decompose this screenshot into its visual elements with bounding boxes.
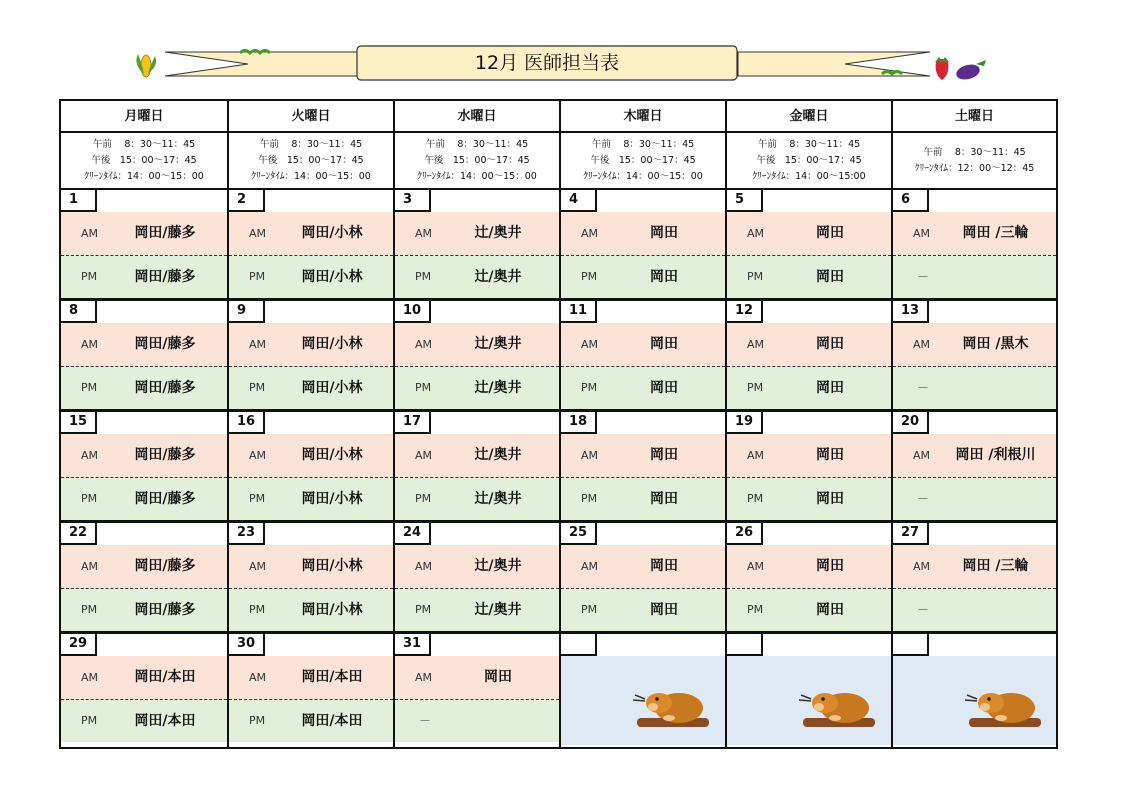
pm-label: PM	[581, 603, 598, 616]
hours-info	[395, 133, 559, 190]
pm-slot	[61, 700, 227, 742]
am-slot	[893, 323, 1056, 367]
am-doctors: 岡田/藤多	[134, 225, 196, 241]
am-slot	[61, 656, 227, 700]
date-number: 31	[395, 634, 431, 656]
pm-doctors: 岡田	[816, 380, 844, 396]
hours-line: 午後 15：00〜17：45	[756, 155, 862, 166]
hours-info	[893, 133, 1056, 190]
empty-cell	[727, 656, 891, 745]
pm-label: PM	[415, 270, 432, 283]
am-slot	[893, 434, 1056, 478]
am-doctors: 岡田	[650, 447, 678, 463]
hours-info	[727, 133, 891, 190]
pm-doctors: 辻/奥井	[474, 602, 522, 618]
am-label: AM	[415, 671, 433, 684]
strawberry-icon	[935, 57, 949, 80]
am-slot	[893, 212, 1056, 256]
hours-line: 午後 15：00〜17：45	[91, 155, 197, 166]
pm-slot	[61, 589, 227, 631]
am-doctors: 岡田/藤多	[134, 447, 196, 463]
pm-slot	[727, 367, 891, 409]
am-label: AM	[913, 338, 931, 351]
pm-label: PM	[581, 381, 598, 394]
day-cell	[561, 634, 725, 745]
am-slot	[61, 323, 227, 367]
day-cell	[727, 634, 891, 745]
hours-line: 午前 8：30〜11：45	[425, 139, 529, 150]
am-slot	[61, 212, 227, 256]
date-number: 30	[229, 634, 265, 656]
pm-doctors: 岡田/小林	[301, 491, 363, 507]
am-label: AM	[81, 227, 99, 240]
am-label: AM	[913, 449, 931, 462]
pm-slot	[727, 589, 891, 631]
hours-line: ｸﾘｰﾝﾀｲﾑ：14：00〜15：00	[417, 171, 537, 182]
day-cell	[893, 634, 1056, 745]
pm-label: PM	[81, 270, 98, 283]
hours-info	[229, 133, 393, 190]
am-slot	[395, 656, 559, 700]
date-number: 11	[561, 301, 597, 323]
day-cell	[893, 412, 1056, 523]
am-doctors: 岡田	[650, 225, 678, 241]
day-cell	[229, 634, 393, 745]
am-label: AM	[581, 449, 599, 462]
pm-doctors: 辻/奥井	[474, 491, 522, 507]
date-number: 10	[395, 301, 431, 323]
am-doctors: 岡田/藤多	[134, 558, 196, 574]
am-doctors: 岡田/本田	[301, 669, 363, 685]
day-cell	[561, 523, 725, 634]
pm-doctors: 岡田/藤多	[134, 380, 196, 396]
pm-doctors: 岡田/藤多	[134, 269, 196, 285]
pm-label: PM	[415, 492, 432, 505]
am-doctors: 岡田/小林	[301, 336, 363, 352]
pm-slot	[395, 256, 559, 298]
empty-cell	[561, 656, 725, 745]
date-number: 25	[561, 523, 597, 545]
day-cell	[61, 634, 227, 745]
pm-label: PM	[81, 381, 98, 394]
schedule-table	[59, 99, 1058, 749]
am-slot	[395, 434, 559, 478]
pm-doctors: 岡田/本田	[134, 713, 196, 729]
am-label: AM	[913, 227, 931, 240]
pm-label: PM	[747, 492, 764, 505]
am-slot	[727, 545, 891, 589]
pm-slot	[561, 478, 725, 520]
date-number: 15	[61, 412, 97, 434]
am-label: AM	[581, 338, 599, 351]
pm-slot	[561, 589, 725, 631]
day-header: 金曜日	[727, 101, 891, 133]
day-cell	[229, 523, 393, 634]
pm-slot	[727, 478, 891, 520]
pm-doctors: 辻/奥井	[474, 380, 522, 396]
pm-slot	[893, 589, 1056, 631]
pm-doctors: 岡田/藤多	[134, 602, 196, 618]
day-cell	[395, 412, 559, 523]
am-label: AM	[581, 227, 599, 240]
pm-slot	[893, 367, 1056, 409]
day-header: 火曜日	[229, 101, 393, 133]
am-slot	[727, 212, 891, 256]
day-cell	[229, 301, 393, 412]
hours-line: ｸﾘｰﾝﾀｲﾑ：12：00〜12：45	[914, 163, 1035, 174]
pm-label: PM	[747, 381, 764, 394]
pm-doctors: 岡田	[650, 491, 678, 507]
date-number: 9	[229, 301, 265, 323]
pm-slot	[229, 700, 393, 742]
pm-label: PM	[249, 603, 266, 616]
am-label: AM	[81, 560, 99, 573]
day-cell	[561, 190, 725, 301]
date-number: 27	[893, 523, 929, 545]
pm-doctors: 岡田	[650, 269, 678, 285]
am-doctors: 辻/奥井	[474, 447, 522, 463]
mole-illustration	[961, 682, 1045, 734]
day-header: 月曜日	[61, 101, 227, 133]
hours-line: 午前 8：30〜11：45	[923, 147, 1026, 158]
date-number: 12	[727, 301, 763, 323]
am-slot	[229, 545, 393, 589]
hours-line: ｸﾘｰﾝﾀｲﾑ：14：00〜15：00	[583, 171, 703, 182]
am-slot	[561, 323, 725, 367]
am-doctors: 岡田/藤多	[134, 336, 196, 352]
am-doctors: 岡田 /利根川	[955, 447, 1036, 463]
am-label: AM	[249, 671, 267, 684]
pm-label: PM	[81, 603, 98, 616]
pm-doctors: 岡田/小林	[301, 602, 363, 618]
pm-doctors: 岡田	[816, 269, 844, 285]
day-cell	[395, 301, 559, 412]
day-cell	[893, 190, 1056, 301]
pm-slot	[229, 478, 393, 520]
pm-slot	[561, 367, 725, 409]
day-cell	[561, 301, 725, 412]
no-clinic-mark: －	[917, 492, 930, 506]
date-number: 4	[561, 190, 597, 212]
date-number: 17	[395, 412, 431, 434]
pm-label: PM	[415, 381, 432, 394]
hours-line: 午前 8：30〜11：45	[591, 139, 695, 150]
pm-doctors: 岡田/藤多	[134, 491, 196, 507]
am-doctors: 岡田	[484, 669, 512, 685]
am-slot	[61, 545, 227, 589]
date-number: 3	[395, 190, 431, 212]
am-slot	[395, 212, 559, 256]
day-header: 土曜日	[893, 101, 1056, 133]
pm-slot	[229, 589, 393, 631]
am-label: AM	[249, 338, 267, 351]
date-number: 1	[61, 190, 97, 212]
am-doctors: 岡田	[650, 558, 678, 574]
am-label: AM	[913, 560, 931, 573]
am-label: AM	[747, 560, 765, 573]
hours-info	[61, 133, 227, 190]
am-doctors: 岡田 /三輪	[962, 558, 1029, 574]
pm-slot	[61, 256, 227, 298]
mole-illustration	[795, 682, 879, 734]
am-doctors: 岡田	[816, 558, 844, 574]
am-label: AM	[747, 338, 765, 351]
am-slot	[727, 323, 891, 367]
pm-label: PM	[81, 492, 98, 505]
am-doctors: 岡田	[650, 336, 678, 352]
date-number	[561, 634, 597, 656]
day-cell	[395, 523, 559, 634]
date-number	[727, 634, 763, 656]
am-label: AM	[249, 449, 267, 462]
empty-cell	[893, 656, 1056, 745]
am-doctors: 岡田 /黒木	[962, 336, 1029, 352]
day-header: 水曜日	[395, 101, 559, 133]
day-column	[61, 101, 227, 747]
pm-label: PM	[747, 603, 764, 616]
pm-slot	[61, 478, 227, 520]
am-slot	[229, 323, 393, 367]
am-doctors: 辻/奥井	[474, 558, 522, 574]
am-slot	[61, 434, 227, 478]
day-column	[725, 101, 891, 747]
hours-line: 午後 15：00〜17：45	[258, 155, 364, 166]
am-label: AM	[249, 227, 267, 240]
day-cell	[727, 412, 891, 523]
mole-illustration	[629, 682, 713, 734]
pm-doctors: 岡田	[650, 380, 678, 396]
pm-label: PM	[249, 270, 266, 283]
page-title: 12月 医師担当表	[474, 52, 620, 74]
pm-doctors: 岡田	[816, 491, 844, 507]
hours-line: ｸﾘｰﾝﾀｲﾑ：14：00〜15：00	[84, 171, 204, 182]
no-clinic-mark: －	[917, 270, 930, 284]
pm-slot	[61, 367, 227, 409]
pm-slot	[561, 256, 725, 298]
am-slot	[395, 323, 559, 367]
date-number: 6	[893, 190, 929, 212]
day-cell	[229, 412, 393, 523]
am-label: AM	[81, 449, 99, 462]
date-number: 16	[229, 412, 265, 434]
am-doctors: 辻/奥井	[474, 336, 522, 352]
pm-doctors: 岡田	[816, 602, 844, 618]
date-number: 13	[893, 301, 929, 323]
hours-line: ｸﾘｰﾝﾀｲﾑ：14：00〜15:00	[752, 171, 866, 182]
day-cell	[893, 301, 1056, 412]
hours-line: 午前 8：30〜11：45	[757, 139, 861, 150]
pm-slot	[395, 589, 559, 631]
am-doctors: 岡田	[816, 447, 844, 463]
no-clinic-mark: －	[917, 381, 930, 395]
date-number: 5	[727, 190, 763, 212]
am-doctors: 岡田/小林	[301, 447, 363, 463]
day-cell	[229, 190, 393, 301]
day-cell	[727, 190, 891, 301]
pm-doctors: 岡田/本田	[301, 713, 363, 729]
pm-doctors: 辻/奥井	[474, 269, 522, 285]
date-number: 2	[229, 190, 265, 212]
date-number	[893, 634, 929, 656]
am-slot	[561, 212, 725, 256]
pm-slot	[229, 256, 393, 298]
pm-label: PM	[81, 714, 98, 727]
pm-doctors: 岡田/小林	[301, 269, 363, 285]
am-slot	[229, 656, 393, 700]
date-number: 26	[727, 523, 763, 545]
am-slot	[395, 545, 559, 589]
date-number: 19	[727, 412, 763, 434]
no-clinic-mark: －	[917, 603, 930, 617]
day-cell	[61, 523, 227, 634]
day-column	[393, 101, 559, 747]
date-number: 29	[61, 634, 97, 656]
am-slot	[229, 212, 393, 256]
am-label: AM	[249, 560, 267, 573]
date-number: 18	[561, 412, 597, 434]
pm-label: PM	[249, 381, 266, 394]
day-header: 木曜日	[561, 101, 725, 133]
date-number: 20	[893, 412, 929, 434]
am-label: AM	[415, 338, 433, 351]
pm-label: PM	[747, 270, 764, 283]
hours-line: 午前 8：30〜11：45	[92, 139, 196, 150]
am-doctors: 岡田/小林	[301, 558, 363, 574]
date-number: 22	[61, 523, 97, 545]
am-label: AM	[747, 449, 765, 462]
am-slot	[727, 434, 891, 478]
eggplant-icon	[955, 60, 986, 82]
no-clinic-mark: －	[419, 714, 432, 728]
date-number: 24	[395, 523, 431, 545]
pm-label: PM	[249, 492, 266, 505]
am-label: AM	[81, 671, 99, 684]
pm-label: PM	[415, 603, 432, 616]
hours-line: 午後 15：00〜17：45	[424, 155, 530, 166]
day-cell	[727, 301, 891, 412]
day-column	[559, 101, 725, 747]
pm-label: PM	[249, 714, 266, 727]
pm-slot	[395, 700, 559, 742]
am-slot	[229, 434, 393, 478]
day-cell	[61, 412, 227, 523]
hours-line: 午後 15：00〜17：45	[590, 155, 696, 166]
am-label: AM	[747, 227, 765, 240]
pm-slot	[893, 478, 1056, 520]
pm-slot	[395, 478, 559, 520]
day-cell	[61, 190, 227, 301]
day-cell	[561, 412, 725, 523]
am-doctors: 岡田	[816, 225, 844, 241]
am-label: AM	[415, 449, 433, 462]
day-cell	[61, 301, 227, 412]
am-doctors: 岡田/小林	[301, 225, 363, 241]
pm-label: PM	[581, 492, 598, 505]
day-column	[891, 101, 1056, 747]
day-cell	[395, 190, 559, 301]
pm-doctors: 岡田/小林	[301, 380, 363, 396]
day-cell	[893, 523, 1056, 634]
hours-line: ｸﾘｰﾝﾀｲﾑ：14：00〜15：00	[251, 171, 371, 182]
am-doctors: 岡田	[816, 336, 844, 352]
am-label: AM	[81, 338, 99, 351]
am-slot	[561, 434, 725, 478]
pm-slot	[395, 367, 559, 409]
day-column	[227, 101, 393, 747]
date-number: 23	[229, 523, 265, 545]
am-slot	[893, 545, 1056, 589]
am-label: AM	[415, 560, 433, 573]
day-cell	[727, 523, 891, 634]
am-doctors: 辻/奥井	[474, 225, 522, 241]
hours-info	[561, 133, 725, 190]
pm-doctors: 岡田	[650, 602, 678, 618]
am-doctors: 岡田 /三輪	[962, 225, 1029, 241]
pm-slot	[727, 256, 891, 298]
pm-label: PM	[581, 270, 598, 283]
date-number: 8	[61, 301, 97, 323]
pm-slot	[893, 256, 1056, 298]
am-slot	[561, 545, 725, 589]
am-label: AM	[415, 227, 433, 240]
pm-slot	[229, 367, 393, 409]
am-doctors: 岡田/本田	[134, 669, 196, 685]
corn-icon	[136, 54, 156, 77]
hours-line: 午前 8：30〜11：45	[259, 139, 363, 150]
am-label: AM	[581, 560, 599, 573]
day-cell	[395, 634, 559, 745]
